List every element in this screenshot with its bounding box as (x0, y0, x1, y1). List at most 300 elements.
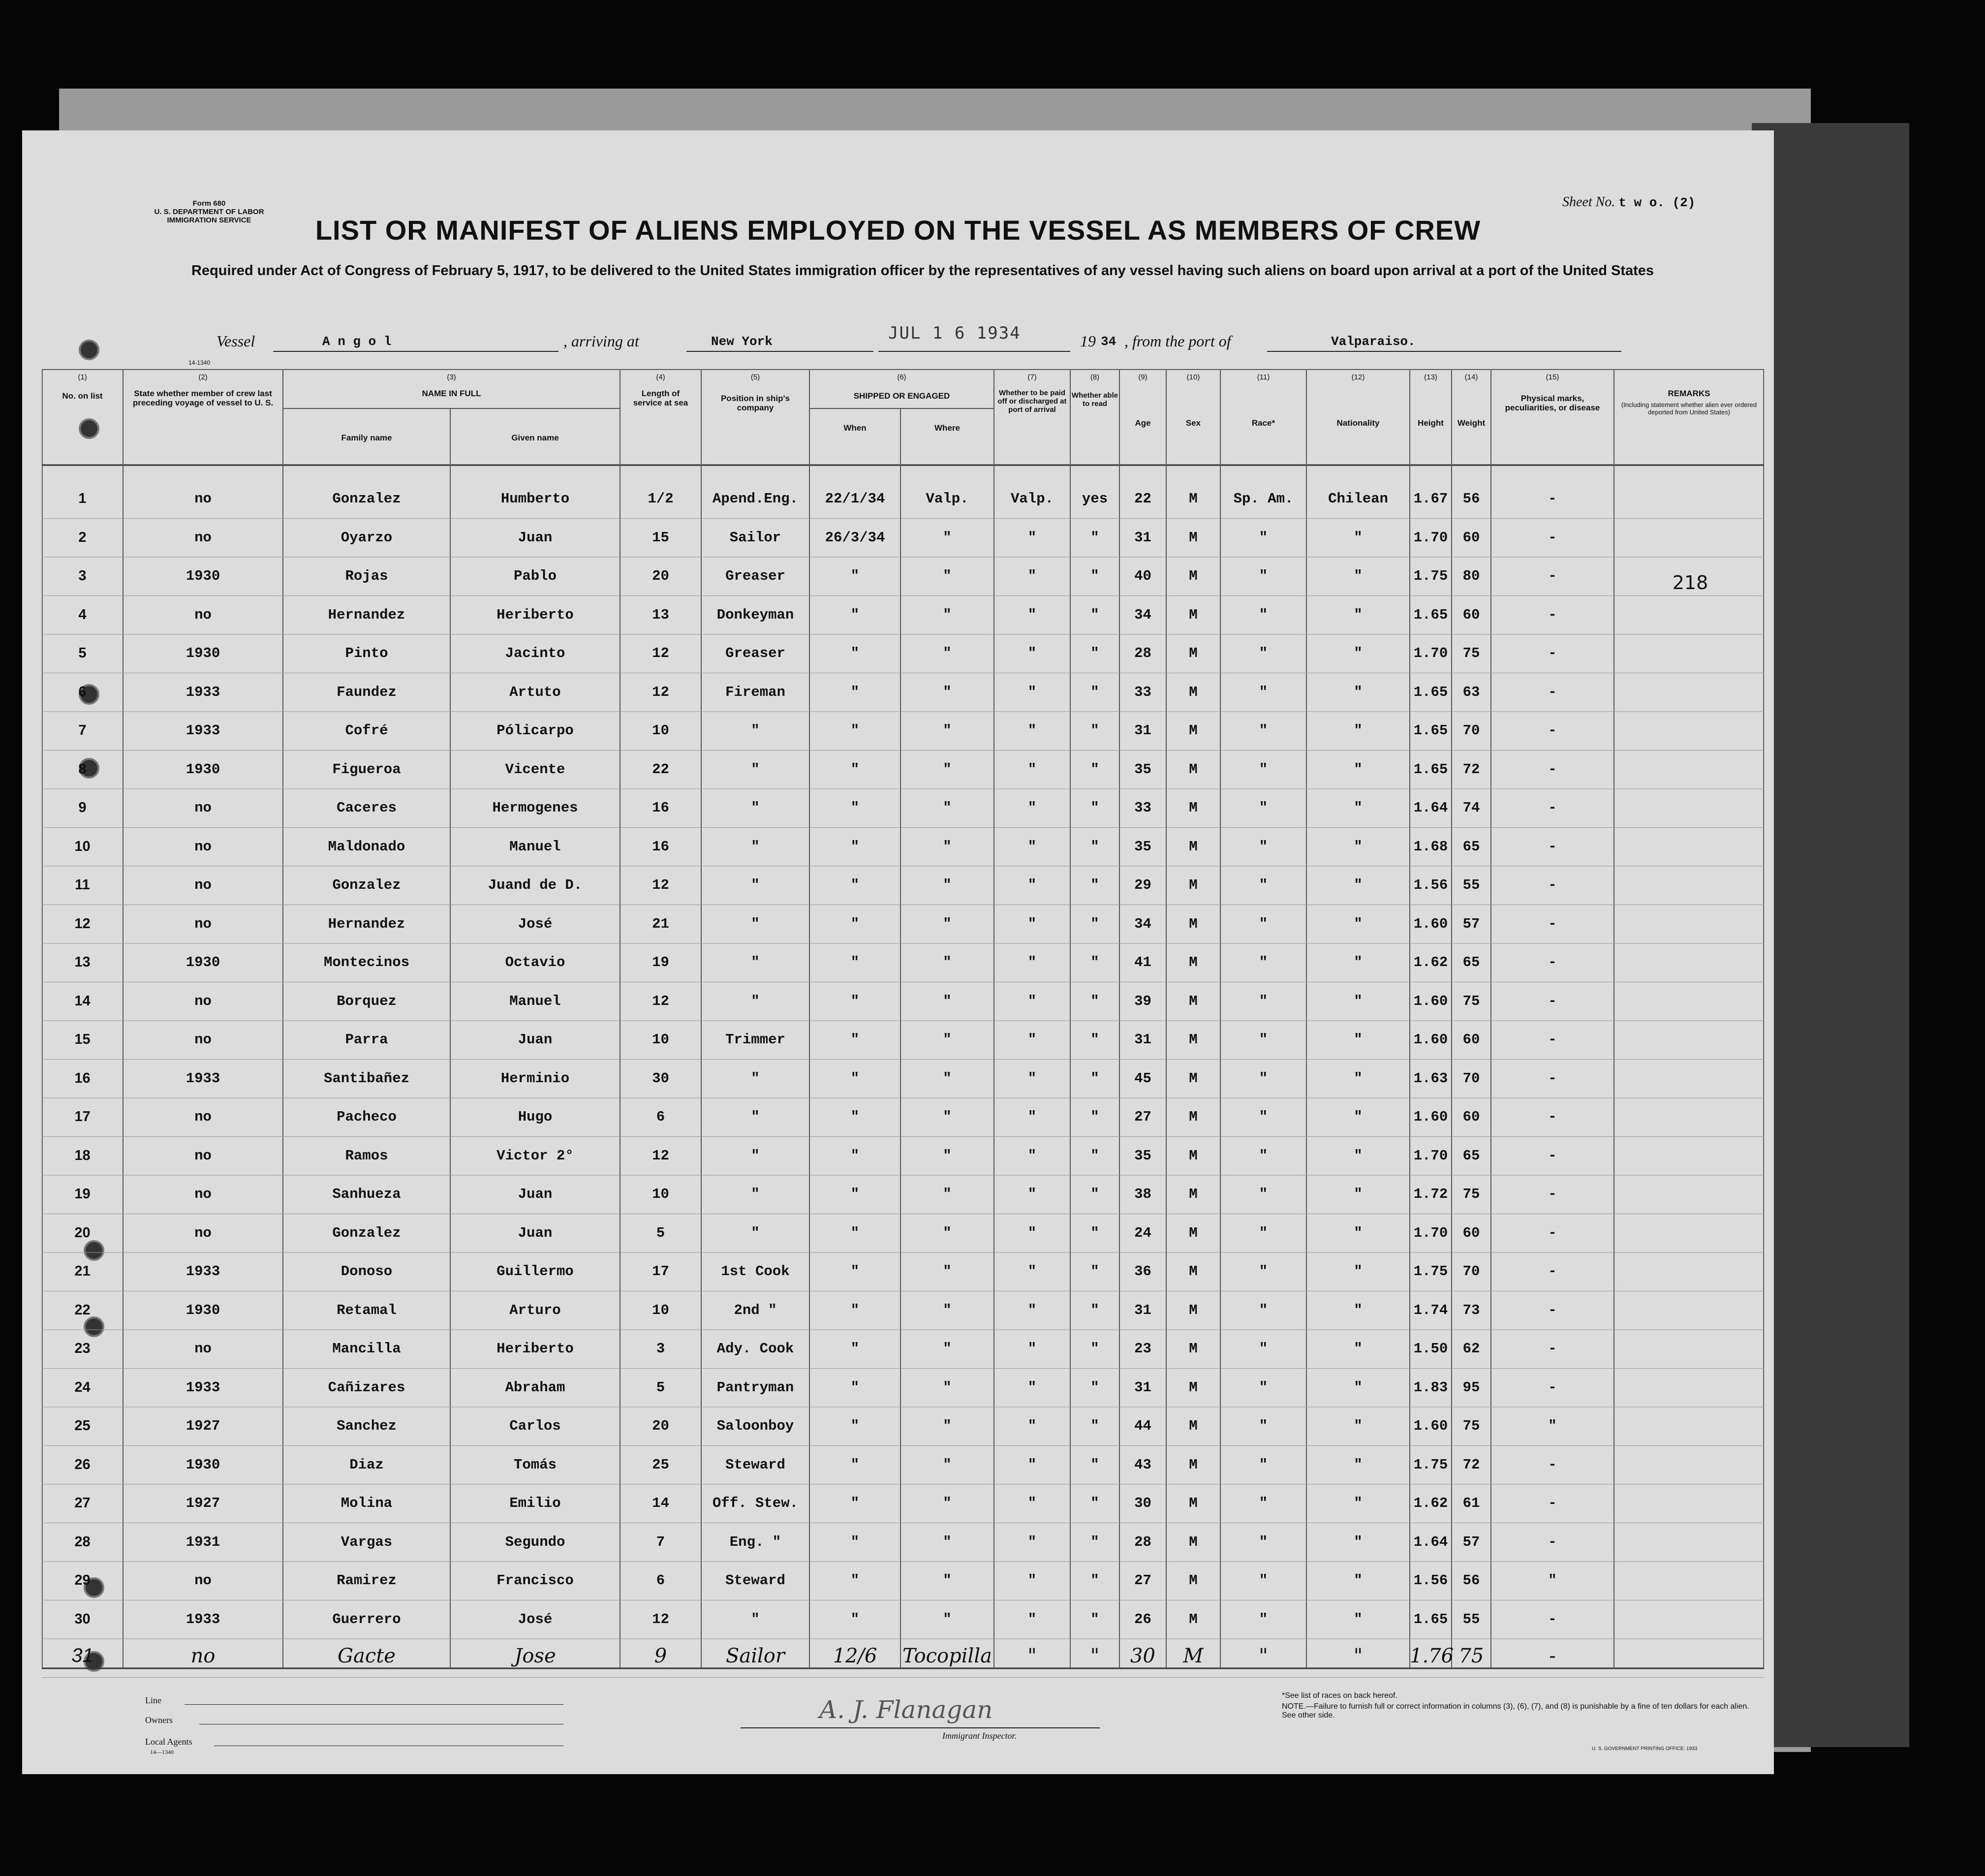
cell-no: 22 (74, 1302, 91, 1318)
cell-where: " (943, 529, 952, 546)
cell-position: " (751, 1109, 760, 1125)
cell-when: " (850, 1263, 860, 1280)
cell-prev: 1930 (186, 761, 220, 778)
cell-service: 12 (652, 1147, 669, 1164)
cell-nat: " (1354, 877, 1363, 893)
cell-when: " (850, 838, 860, 855)
cell-weight: 60 (1462, 1032, 1480, 1048)
cell-where: " (943, 1611, 952, 1627)
cell-age: 33 (1134, 684, 1151, 700)
cell-sex: M (1189, 1109, 1198, 1125)
cell-family: Hernandez (328, 915, 405, 932)
cell-family: Molina (341, 1495, 393, 1511)
cell-paid: " (1027, 529, 1037, 546)
cell-family: Gonzalez (332, 877, 401, 893)
col-header-service: Length of service at sea (633, 389, 688, 407)
cell-position: Steward (725, 1572, 785, 1589)
cell-weight: 55 (1462, 1611, 1480, 1627)
cell-read: " (1090, 1611, 1099, 1627)
cell-service: 10 (652, 1186, 669, 1202)
cell-race: " (1259, 1070, 1268, 1087)
cell-age: 27 (1134, 1572, 1151, 1589)
manifest-page (22, 130, 1774, 1774)
cell-read: " (1090, 1418, 1099, 1434)
cell-height: 1.60 (1413, 993, 1448, 1009)
cell-height: 1.68 (1413, 838, 1448, 855)
cell-no: 6 (78, 684, 87, 700)
cell-given: Jose (514, 1645, 556, 1667)
cell-age: 45 (1134, 1070, 1151, 1087)
cell-race: " (1259, 838, 1268, 855)
cell-race: " (1259, 1186, 1268, 1202)
inspector-signature: A. J. Flanagan (819, 1695, 993, 1724)
cell-age: 34 (1134, 606, 1151, 623)
cell-no: 15 (74, 1032, 91, 1047)
cell-weight: 80 (1462, 568, 1480, 584)
cell-service: 9 (654, 1645, 667, 1667)
cell-service: 16 (652, 800, 669, 816)
cell-weight: 72 (1462, 761, 1480, 778)
cell-position: " (751, 915, 760, 932)
cell-no: 21 (74, 1263, 91, 1279)
cell-race: " (1259, 761, 1268, 778)
cell-given: Vicente (505, 761, 565, 778)
cell-where: " (943, 761, 952, 778)
cell-no: 18 (74, 1147, 91, 1163)
cell-marks: - (1548, 838, 1557, 855)
cell-position: " (751, 1186, 760, 1202)
cell-weight: 60 (1462, 529, 1480, 546)
cell-nat: " (1354, 1070, 1363, 1087)
year-prefix: 19 (1080, 332, 1096, 350)
cell-when: " (850, 722, 860, 739)
col-header-weight: Weight (1457, 418, 1486, 428)
cell-when: " (850, 1572, 860, 1589)
cell-sex: M (1189, 1147, 1198, 1164)
cell-nat: " (1354, 1032, 1363, 1048)
cell-prev: no (194, 800, 212, 816)
cell-when: " (850, 1186, 860, 1202)
cell-prev: no (194, 993, 212, 1009)
cell-marks: " (1548, 1572, 1557, 1589)
cell-marks: - (1548, 1032, 1557, 1048)
cell-family: Pacheco (337, 1109, 397, 1125)
col-header-where: Where (934, 423, 960, 433)
cell-position: Donkeyman (716, 606, 794, 623)
cell-position: " (751, 1611, 760, 1627)
cell-when: " (850, 568, 860, 584)
cell-service: 30 (652, 1070, 669, 1087)
cell-read: " (1090, 1186, 1099, 1202)
cell-given: Emilio (509, 1495, 561, 1511)
cell-paid: " (1027, 1109, 1037, 1125)
cell-when: " (850, 645, 860, 661)
cell-marks: - (1548, 568, 1557, 584)
cell-age: 38 (1134, 1186, 1151, 1202)
cell-paid: " (1027, 1645, 1037, 1667)
cell-paid: Valp. (1010, 491, 1054, 507)
form-number: Form 680 (192, 199, 226, 208)
cell-race: " (1259, 645, 1268, 661)
cell-given: Victor 2° (496, 1147, 574, 1164)
cell-read: " (1090, 645, 1099, 661)
document-title: LIST OR MANIFEST OF ALIENS EMPLOYED ON THE VESSEL AS MEMBERS OF CREW (315, 215, 1481, 246)
cell-family: Gonzalez (332, 491, 401, 507)
cell-read: " (1090, 568, 1099, 584)
cell-no: 24 (74, 1379, 91, 1395)
cell-prev: 1933 (186, 722, 220, 739)
cell-age: 41 (1134, 954, 1151, 970)
cell-position: Fireman (725, 684, 785, 700)
col-header-position: Position in ship's company (720, 394, 790, 412)
cell-paid: " (1027, 761, 1037, 778)
cell-sex: M (1189, 1263, 1198, 1280)
cell-height: 1.67 (1413, 491, 1448, 507)
cell-paid: " (1027, 1147, 1037, 1164)
cell-race: " (1259, 1456, 1268, 1473)
cell-height: 1.72 (1413, 1186, 1448, 1202)
cell-nat: " (1354, 568, 1363, 584)
cell-family: Santibañez (323, 1070, 410, 1087)
cell-weight: 60 (1462, 1224, 1480, 1241)
cell-marks: - (1548, 1224, 1557, 1241)
cell-height: 1.65 (1413, 606, 1448, 623)
cell-prev: no (194, 877, 212, 893)
col-12-number: (12) (1351, 373, 1365, 381)
cell-age: 31 (1134, 722, 1151, 739)
cell-prev: no (194, 1109, 212, 1125)
cell-where: Valp. (926, 491, 969, 507)
cell-paid: " (1027, 1572, 1037, 1589)
cell-age: 34 (1134, 915, 1151, 932)
cell-weight: 70 (1462, 722, 1480, 739)
cell-nat: Chilean (1328, 491, 1388, 507)
footer (22, 1691, 1774, 1769)
cell-family: Cofré (345, 722, 388, 739)
cell-nat: " (1354, 606, 1363, 623)
cell-prev: 1930 (186, 645, 220, 661)
cell-prev: 1927 (186, 1418, 220, 1434)
cell-where: " (943, 1186, 952, 1202)
cell-prev: 1933 (186, 1379, 220, 1396)
cell-position: " (751, 993, 760, 1009)
cell-read: " (1090, 529, 1099, 546)
cell-nat: " (1354, 993, 1363, 1009)
cell-age: 35 (1134, 1147, 1151, 1164)
cell-prev: no (194, 606, 212, 623)
col-header-remarks-note: (Including statement whether alien ever ordered deported from United States) (1621, 401, 1757, 416)
cell-age: 35 (1134, 838, 1151, 855)
cell-height: 1.50 (1413, 1341, 1448, 1357)
cell-prev: 1933 (186, 684, 220, 700)
cell-no: 3 (78, 568, 87, 584)
cell-no: 7 (78, 722, 87, 738)
cell-given: Artuto (509, 684, 561, 700)
cell-sex: M (1189, 568, 1198, 584)
cell-where: " (943, 1418, 952, 1434)
cell-paid: " (1027, 1611, 1037, 1627)
cell-family: Sanhueza (332, 1186, 401, 1202)
cell-read: " (1090, 993, 1099, 1009)
cell-sex: M (1189, 1495, 1198, 1511)
cell-sex: M (1189, 529, 1198, 546)
col-header-nationality: Nationality (1336, 418, 1380, 428)
cell-sex: M (1189, 838, 1198, 855)
cell-when: " (850, 1611, 860, 1627)
cell-given: Manuel (509, 993, 561, 1009)
cell-race: " (1259, 1379, 1268, 1396)
cell-read: " (1090, 1070, 1099, 1087)
cell-height: 1.65 (1413, 684, 1448, 700)
cell-given: Arturo (509, 1302, 561, 1318)
cell-marks: - (1548, 722, 1557, 739)
cell-age: 36 (1134, 1263, 1151, 1280)
cell-height: 1.60 (1413, 1418, 1448, 1434)
owners-label: Owners (145, 1715, 173, 1725)
cell-where: " (943, 645, 952, 661)
vessel-line (22, 323, 1774, 357)
cell-weight: 56 (1462, 1572, 1480, 1589)
cell-service: 5 (656, 1224, 665, 1241)
cell-read: " (1090, 1495, 1099, 1511)
cell-where: " (943, 1109, 952, 1125)
cell-race: " (1259, 993, 1268, 1009)
cell-read: " (1090, 838, 1099, 855)
cell-service: 13 (652, 606, 669, 623)
cell-race: " (1259, 1533, 1268, 1550)
cell-when: " (850, 761, 860, 778)
cell-paid: " (1027, 954, 1037, 970)
cell-marks: - (1548, 1533, 1557, 1550)
cell-weight: 55 (1462, 877, 1480, 893)
cell-weight: 95 (1462, 1379, 1480, 1396)
cell-when: " (850, 800, 860, 816)
cell-nat: " (1354, 645, 1363, 661)
cell-position: Saloonboy (716, 1418, 794, 1434)
cell-age: 35 (1134, 761, 1151, 778)
cell-given: Juan (518, 1224, 553, 1241)
cell-given: José (518, 915, 553, 932)
sheet-number-label: Sheet No. (1562, 194, 1615, 210)
cell-where: " (943, 722, 952, 739)
cell-race: " (1259, 1302, 1268, 1318)
line-label: Line (145, 1695, 161, 1705)
cell-weight: 65 (1462, 1147, 1480, 1164)
cell-prev: no (194, 529, 212, 546)
cell-paid: " (1027, 645, 1037, 661)
cell-nat: " (1354, 1109, 1363, 1125)
cell-height: 1.75 (1413, 568, 1448, 584)
cell-family: Pinto (345, 645, 388, 661)
col-1-number: (1) (78, 373, 87, 381)
cell-weight: 72 (1462, 1456, 1480, 1473)
cell-service: 14 (652, 1495, 669, 1511)
cell-age: 44 (1134, 1418, 1151, 1434)
agents-code: 14—1340 (150, 1749, 174, 1755)
cell-age: 22 (1134, 491, 1151, 507)
cell-position: " (751, 954, 760, 970)
cell-service: 10 (652, 722, 669, 739)
cell-where: " (943, 1495, 952, 1511)
sheet-number (1562, 194, 1695, 210)
cell-position: Apend.Eng. (712, 491, 799, 507)
cell-height: 1.56 (1413, 1572, 1448, 1589)
cell-height: 1.70 (1413, 1224, 1448, 1241)
cell-height: 1.65 (1413, 1611, 1448, 1627)
cell-paid: " (1027, 800, 1037, 816)
col-header-given-name: Given name (511, 433, 559, 442)
cell-where: " (943, 1147, 952, 1164)
cell-marks: - (1548, 915, 1557, 932)
cell-when: " (850, 1032, 860, 1048)
cell-sex: M (1183, 1645, 1204, 1667)
cell-marks: - (1548, 1495, 1557, 1511)
cell-read: " (1090, 1109, 1099, 1125)
cell-when: 22/1/34 (825, 491, 885, 507)
cell-family: Ramos (345, 1147, 388, 1164)
cell-marks: - (1548, 1263, 1557, 1280)
cell-no: 26 (74, 1456, 91, 1472)
cell-where: " (943, 877, 952, 893)
cell-prev: 1933 (186, 1611, 220, 1627)
col-header-name: NAME IN FULL (422, 389, 481, 398)
cell-read: " (1090, 915, 1099, 932)
col-9-number: (9) (1138, 373, 1148, 381)
cell-family: Maldonado (328, 838, 405, 855)
cell-prev: no (194, 1147, 212, 1164)
cell-given: Francisco (496, 1572, 574, 1589)
cell-paid: " (1027, 1341, 1037, 1357)
cell-nat: " (1354, 1611, 1363, 1627)
cell-position: Ady. Cook (716, 1341, 794, 1357)
cell-position: " (751, 838, 760, 855)
cell-family: Sanchez (337, 1418, 397, 1434)
document-subtitle: Required under Act of Congress of February 5, 1917, to be delivered to the United States immigration officer by the representatives of any vessel having such aliens on board upon arrival at a port of the United States (191, 263, 1654, 279)
cell-race: " (1259, 568, 1268, 584)
cell-weight: 73 (1462, 1302, 1480, 1318)
cell-sex: M (1189, 1186, 1198, 1202)
cell-paid: " (1027, 838, 1037, 855)
cell-weight: 63 (1462, 684, 1480, 700)
printer-note: U. S. GOVERNMENT PRINTING OFFICE: 1933 (1592, 1746, 1698, 1751)
cell-given: Hugo (518, 1109, 553, 1125)
cell-age: 31 (1134, 1032, 1151, 1048)
cell-family: Gacte (338, 1645, 396, 1667)
cell-prev: 1930 (186, 1456, 220, 1473)
cell-nat: " (1354, 1572, 1363, 1589)
cell-read: " (1090, 800, 1099, 816)
cell-when: " (850, 1379, 860, 1396)
cell-height: 1.65 (1413, 722, 1448, 739)
cell-when: 12/6 (833, 1645, 877, 1667)
cell-family: Oyarzo (341, 529, 393, 546)
sheet-number-value: t w o. (2) (1618, 195, 1696, 210)
cell-service: 12 (652, 877, 669, 893)
cell-weight: 57 (1462, 1533, 1480, 1550)
cell-given: Jacinto (505, 645, 565, 661)
cell-read: yes (1082, 491, 1108, 507)
cell-where: " (943, 1341, 952, 1357)
col-6-number: (6) (897, 373, 906, 381)
cell-read: " (1090, 722, 1099, 739)
cell-no: 30 (74, 1611, 91, 1627)
cell-family: Diaz (349, 1456, 384, 1473)
cell-weight: 61 (1462, 1495, 1480, 1511)
col-5-number: (5) (750, 373, 760, 381)
cell-height: 1.64 (1413, 1533, 1448, 1550)
cell-service: 22 (652, 761, 669, 778)
cell-position: " (751, 800, 760, 816)
cell-race: " (1259, 1224, 1268, 1241)
cell-service: 10 (652, 1302, 669, 1318)
col-10-number: (10) (1186, 373, 1200, 381)
cell-family: Retamal (337, 1302, 397, 1318)
cell-race: " (1259, 1572, 1268, 1589)
cell-marks: - (1548, 761, 1557, 778)
cell-nat: " (1354, 1379, 1363, 1396)
cell-weight: 75 (1462, 1418, 1480, 1434)
cell-where: " (943, 1302, 952, 1318)
cell-position: Sailor (725, 1645, 785, 1667)
cell-sex: M (1189, 1341, 1198, 1357)
cell-paid: " (1027, 1533, 1037, 1550)
cell-prev: 1927 (186, 1495, 220, 1511)
cell-marks: - (1548, 1341, 1557, 1357)
cell-height: 1.70 (1413, 1147, 1448, 1164)
cell-service: 12 (652, 1611, 669, 1627)
cell-prev: 1933 (186, 1263, 220, 1280)
cell-position: " (751, 722, 760, 739)
col-11-number: (11) (1257, 373, 1270, 381)
cell-age: 28 (1134, 1533, 1151, 1550)
vessel-label: Vessel (217, 332, 255, 350)
cell-weight: 65 (1462, 954, 1480, 970)
cell-weight: 62 (1462, 1341, 1480, 1357)
col-header-marks: Physical marks, peculiarities, or disease (1505, 394, 1600, 412)
cell-sex: M (1189, 877, 1198, 893)
col-4-number: (4) (656, 373, 665, 381)
col-header-race: Race* (1251, 418, 1275, 428)
cell-sex: M (1189, 1572, 1198, 1589)
cell-sex: M (1189, 645, 1198, 661)
cell-family: Hernandez (328, 606, 405, 623)
cell-no: 31 (71, 1645, 93, 1666)
cell-age: 33 (1134, 800, 1151, 816)
col-7-number: (7) (1027, 373, 1037, 381)
cell-where: " (943, 684, 952, 700)
cell-age: 31 (1134, 529, 1151, 546)
cell-marks: - (1548, 1147, 1557, 1164)
cell-sex: M (1189, 800, 1198, 816)
table-grid (42, 369, 1764, 1688)
cell-service: 7 (656, 1533, 665, 1550)
col-header-prev-voyage: State whether member of crew last preceding voyage of vessel to U. S. (132, 389, 274, 407)
cell-sex: M (1189, 1379, 1198, 1396)
cell-nat: " (1354, 1341, 1363, 1357)
cell-given: Humberto (500, 491, 570, 507)
col-header-when: When (843, 423, 867, 433)
cell-prev: 1930 (186, 568, 220, 584)
cell-paid: " (1027, 1070, 1037, 1087)
cell-marks: - (1548, 800, 1557, 816)
cell-nat: " (1354, 1302, 1363, 1318)
cell-nat: " (1354, 838, 1363, 855)
col-15-number: (15) (1546, 373, 1559, 381)
col-header-remarks: REMARKS (1668, 389, 1710, 398)
cell-given: Abraham (505, 1379, 565, 1396)
cell-height: 1.64 (1413, 800, 1448, 816)
cell-height: 1.70 (1413, 645, 1448, 661)
